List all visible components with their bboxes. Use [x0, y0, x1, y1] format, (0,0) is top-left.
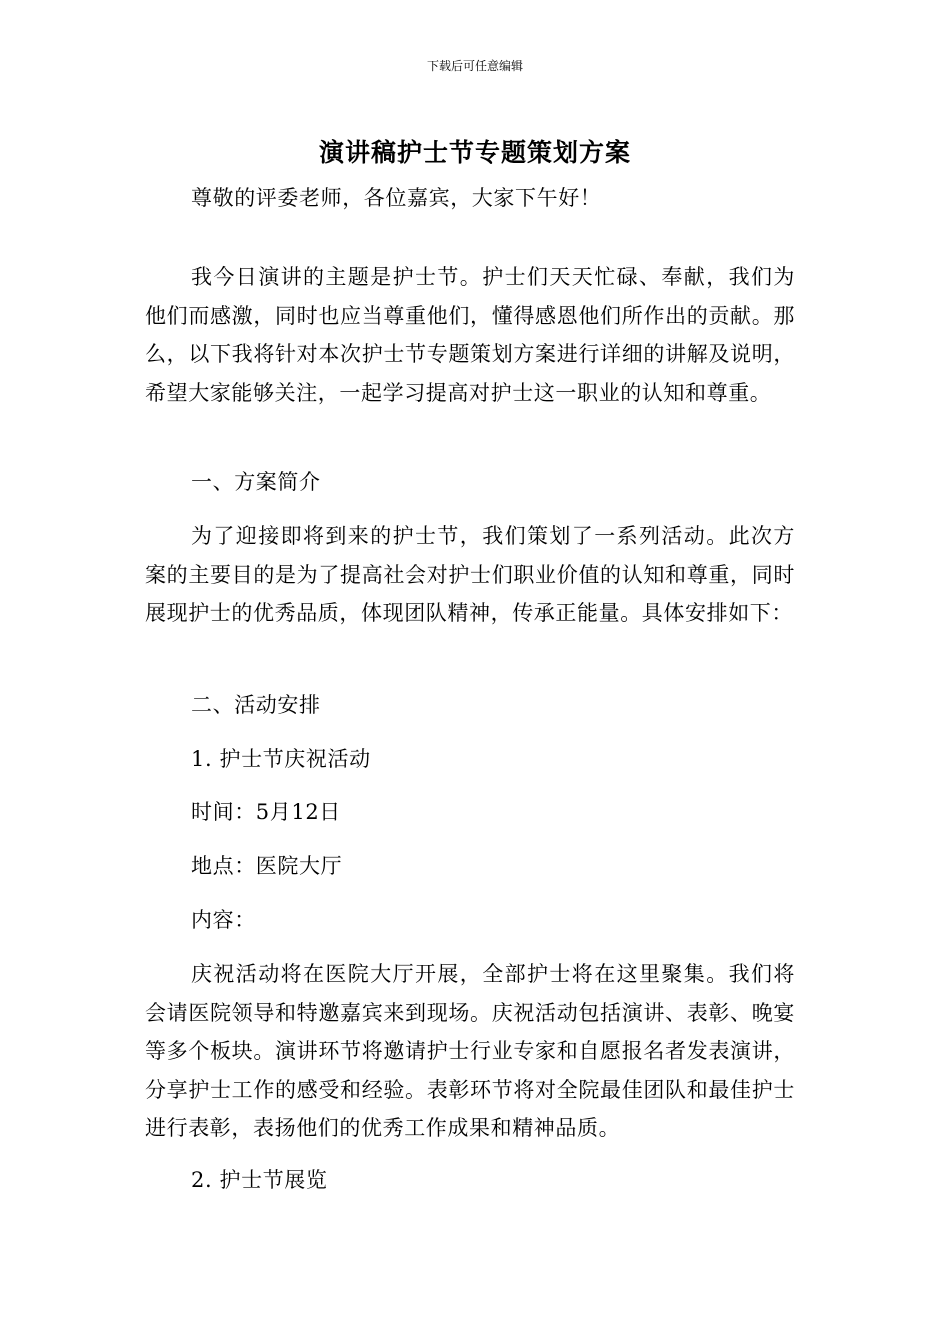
header-note: 下载后可任意编辑: [426, 59, 523, 73]
item-heading-celebration: 1. 护士节庆祝活动: [191, 747, 371, 771]
celebration-paragraph: 庆祝活动将在医院大厅开展，全部护士将在这里聚集。我们将会请医院领导和特邀嘉宾来到现场。庆祝活动包括演讲、表彰、晚宴等多个板块。演讲环节将邀请护士行业专家和自愿报名者发表演讲，分享护士工作的感受和经验。表彰环节将对全院最佳团队和最佳护士进行表彰，表扬他们的优秀工作成果和精神品质。: [145, 962, 795, 1140]
section-heading-schedule: 二、活动安排: [191, 693, 321, 717]
event-time: 时间：5月12日: [191, 800, 341, 824]
overview-paragraph: 为了迎接即将到来的护士节，我们策划了一系列活动。此次方案的主要目的是为了提高社会对护士们职业价值的认知和尊重，同时展现护士的优秀品质，体现团队精神，传承正能量。具体安排如下：: [145, 524, 795, 625]
greeting-paragraph: 尊敬的评委老师，各位嘉宾，大家下午好！: [191, 186, 602, 210]
section-heading-overview: 一、方案简介: [191, 470, 321, 494]
event-content-label: 内容：: [191, 908, 256, 932]
intro-paragraph: 我今日演讲的主题是护士节。护士们天天忙碌、奉献，我们为他们而感激，同时也应当尊重他们，懂得感恩他们所作出的贡献。那么，以下我将针对本次护士节专题策划方案进行详细的讲解及说明，希望大家能够关注，一起学习提高对护士这一职业的认知和尊重。: [145, 265, 795, 405]
item-heading-exhibition: 2. 护士节展览: [191, 1168, 328, 1192]
document-title: 演讲稿护士节专题策划方案: [318, 138, 631, 167]
event-location: 地点：医院大厅: [191, 854, 343, 878]
